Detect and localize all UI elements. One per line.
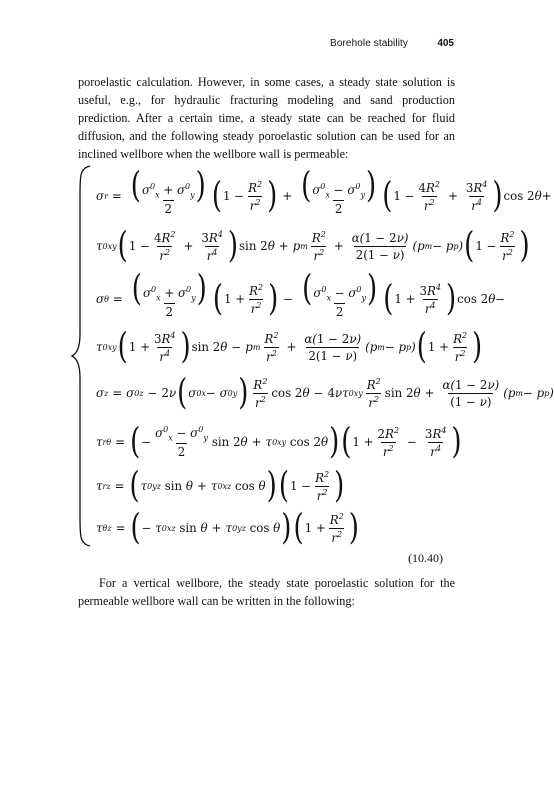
equation-tau-r-theta: τ rθ = ( − $\frac{\sigma^0_x - \sigma^0_y}{2}$ sin 2 θ + τ 0 xy cos 2 θ ) ( 1 + $\frac{2R^2}{r^2}$ − $\frac{3R^4}{r^4}$ ) xyxy=(96,421,462,463)
equation-sigma-theta: σ θ = $\frac{(\sigma^0_x + \sigma^0_y)}{2}$ ( 1 + $\frac{R^2}{r^2}$ ) − $\frac{(\sigma^0_x - \sigma^0_y)}{2}$ ( 1 + $\frac{3R^4}{r^4}$ ) cos 2 θ − xyxy=(96,268,506,320)
equation-sigma-r: σ r = $\frac{(\sigma^0_x + \sigma^0_y)}{2}$ ( 1 − $\frac{R^2}{r^2}$ ) + $\frac{(\sigma^0_x - \sigma^0_y)}{2}$ ( 1 − $\frac{4R^2}{r^2}$ + $\frac{3R^4}{r^4}$ ) cos 2 θ + xyxy=(96,165,552,217)
equation-sigma-z: σ z = σ 0 z − 2 ν ( σ 0 x − σ 0 y ) $\frac{R^2}{r^2}$ cos 2 θ − 4 ντ 0 xy $\frac{R^2}{r^2}$ sin 2 θ + $\frac{\alpha(1 - 2\nu)}{(1 - \nu)}$ (p m − p p ) xyxy=(96,373,554,414)
running-title: Borehole stability xyxy=(330,38,408,49)
equation-sigma-theta-cont: τ 0 xy ( 1 + $\frac{3R^4}{r^4}$ ) sin 2 θ − p m $\frac{R^2}{r^2}$ + $\frac{\alpha(1 - 2\nu)}{2(1 - \nu)}$ (p m − p p ) ( 1 + $\frac{R^2}{r^2}$ ) xyxy=(96,327,483,368)
page-number: 405 xyxy=(437,38,454,49)
equation-sigma-r-cont: τ 0 xy ( 1 − $\frac{4R^2}{r^2}$ + $\frac{3R^4}{r^4}$ ) sin 2 θ + p m $\frac{R^2}{r^2}$ + $\frac{\alpha(1 - 2\nu)}{2(1 - \nu)}$ (p m − p p ) ( 1 − $\frac{R^2}{r^2}$ ) xyxy=(96,226,530,267)
followup-paragraph: For a vertical wellbore, the steady state poroelastic solution for the permeable wellbore wall can be written in the following: xyxy=(78,576,455,608)
page-header xyxy=(78,38,454,54)
equation-brace xyxy=(70,164,92,548)
equation-number: (10.40) xyxy=(408,551,443,565)
equation-tau-rz: τ rz = ( τ 0 yz sin θ + τ 0 xz cos θ ) ( 1 − $\frac{R^2}{r^2}$ ) xyxy=(96,466,345,507)
intro-paragraph: poroelastic calculation. However, in some cases, a steady state solution is useful, e.g., for hydraulic fracturing modeling and sand production prediction. After a certain time, a steady state can be reached for fluid diffusion, and the following steady poroelastic solution can be used for an inclined wellbore when the wellbore wall is permeable: xyxy=(78,75,455,161)
equation-tau-theta-z: τ θz = ( − τ 0 xz sin θ + τ 0 yz cos θ ) ( 1 + $\frac{R^2}{r^2}$ ) xyxy=(96,508,359,549)
